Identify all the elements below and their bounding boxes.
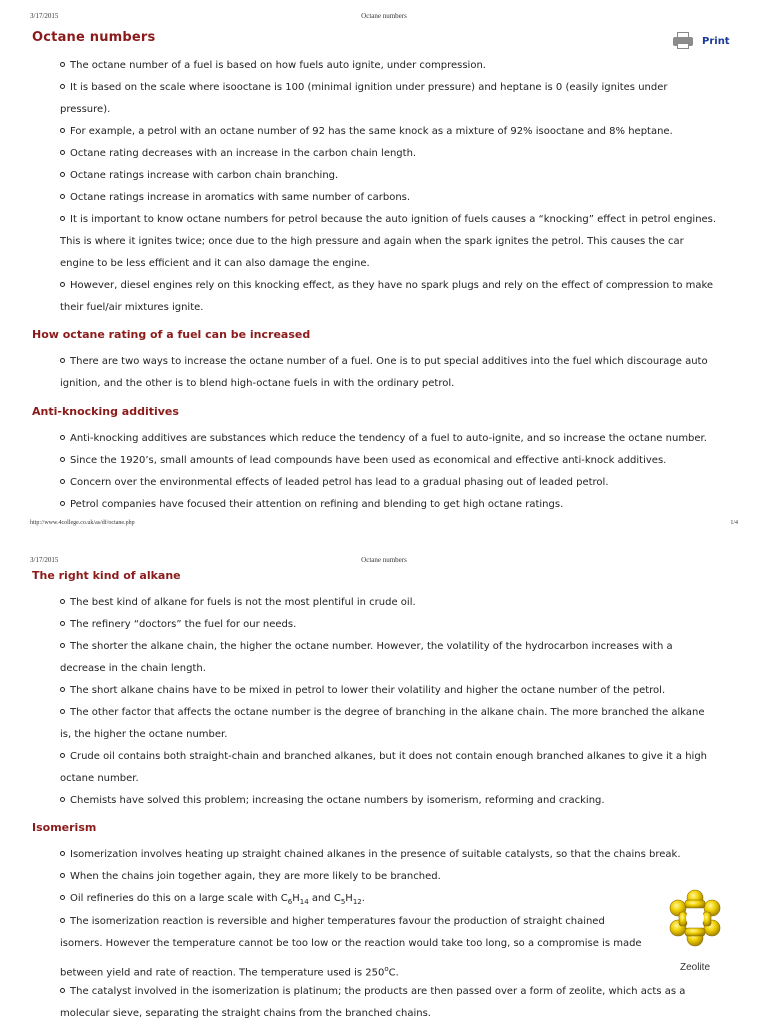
section-heading-isomerism: Isomerism [32,821,97,834]
list-item: Isomerization involves heating up straight chained alkanes in the presence of suitable catalysts, so that the chains break. [60,844,750,866]
printer-icon[interactable] [672,32,694,50]
list-item: Since the 1920’s, small amounts of lead compounds have been used as economical and effective anti-knock additives. [60,450,750,472]
section-heading-antiknock: Anti-knocking additives [32,405,179,418]
section-heading-increase: How octane rating of a fuel can be increased [32,328,311,341]
header-title: Octane numbers [361,556,407,564]
footer-url[interactable]: http://www.4college.co.uk/as/df/octane.php [30,520,135,526]
list-item: The catalyst involved in the isomerization is platinum; the products are then passed over a form of zeolite, which acts as a [60,981,750,1003]
header-date: 3/17/2015 [30,12,59,20]
list-item: It is based on the scale where isooctane is 100 (minimal ignition under pressure) and heptane is 0 (easily ignites under [60,77,750,99]
list-item-cont: octane number. [60,773,139,784]
list-item: The octane number of a fuel is based on how fuels auto ignite, under compression. [60,55,750,77]
list-item: The short alkane chains have to be mixed in petrol to lower their volatility and higher the octane number of the petrol. [60,680,750,702]
list-item-cont: is, the higher the octane number. [60,729,228,740]
list-item: Octane ratings increase in aromatics with same number of carbons. [60,187,750,209]
list-item-cont: isomers. However the temperature cannot be too low or the reaction would take too long, so a compromise is made [60,938,642,949]
header-title: Octane numbers [361,12,407,20]
list-item-cont: This is where it ignites twice; once due to the high pressure and again when the spark ignites the petrol. This causes the car [60,236,684,247]
header-date: 3/17/2015 [30,556,59,564]
page-header [0,12,768,26]
print-button[interactable] [672,32,730,50]
list-item: Oil refineries do this on a large scale with $C_6H_{14}$ and $C_5H_{12}$. [60,888,750,913]
list-item: Chemists have solved this problem; increasing the octane numbers by isomerism, reforming and cracking. [60,790,750,812]
list-item: The shorter the alkane chain, the higher the octane number. However, the volatility of the hydrocarbon increases with a [60,636,750,658]
list-item: Crude oil contains both straight-chain and branched alkanes, but it does not contain enough branched alkanes to give it a high [60,746,750,768]
list-item: The other factor that affects the octane number is the degree of branching in the alkane chain. The more branched the alkane [60,702,750,724]
list-item: Anti-knocking additives are substances which reduce the tendency of a fuel to auto-ignite, and so increase the octane number. [60,428,750,450]
list-item: Petrol companies have focused their attention on refining and blending to get high octane ratings. [60,494,750,516]
page-header [0,556,768,570]
footer-page-number: 1/4 [730,520,738,526]
page-title: Octane numbers [32,30,156,45]
list-item: Concern over the environmental effects of leaded petrol has lead to a gradual phasing out of leaded petrol. [60,472,750,494]
list-item: For example, a petrol with an octane number of 92 has the same knock as a mixture of 92% isooctane and 8% heptane. [60,121,750,143]
zeolite-label: Zeolite [679,962,710,973]
list-item-cont: between yield and rate of reaction. The temperature used is 250$^o$C. [60,965,399,979]
list-item: Octane rating decreases with an increase in the carbon chain length. [60,143,750,165]
list-item-cont: decrease in the chain length. [60,663,206,674]
zeolite-image [667,886,723,978]
list-item: Octane ratings increase with carbon chain branching. [60,165,750,187]
list-item-cont: molecular sieve, separating the straight chains from the branched chains. [60,1008,431,1019]
section-heading-alkane: The right kind of alkane [32,569,181,582]
list-item-cont: ignition, and the other is to blend high-octane fuels in with the ordinary petrol. [60,378,455,389]
print-label[interactable]: Print [702,35,730,47]
list-item: The best kind of alkane for fuels is not the most plentiful in crude oil. [60,592,750,614]
list-item: When the chains join together again, they are more likely to be branched. [60,866,750,888]
list-item: The refinery “doctors” the fuel for our needs. [60,614,750,636]
list-item-cont: engine to be less efficient and it can also damage the engine. [60,258,370,269]
page-footer [0,520,768,532]
list-item: It is important to know octane numbers for petrol because the auto ignition of fuels causes a “knocking” effect in petrol engines. [60,209,750,231]
list-item: However, diesel engines rely on this knocking effect, as they have no spark plugs and rely on the effect of compression to make [60,275,750,297]
list-item: There are two ways to increase the octane number of a fuel. One is to put special additives into the fuel which discourage auto [60,351,750,373]
list-item-cont: pressure). [60,104,111,115]
zeolite-icon [667,886,723,962]
list-item-cont: their fuel/air mixtures ignite. [60,302,204,313]
list-item: The isomerization reaction is reversible and higher temperatures favour the production of straight chained [60,911,660,933]
